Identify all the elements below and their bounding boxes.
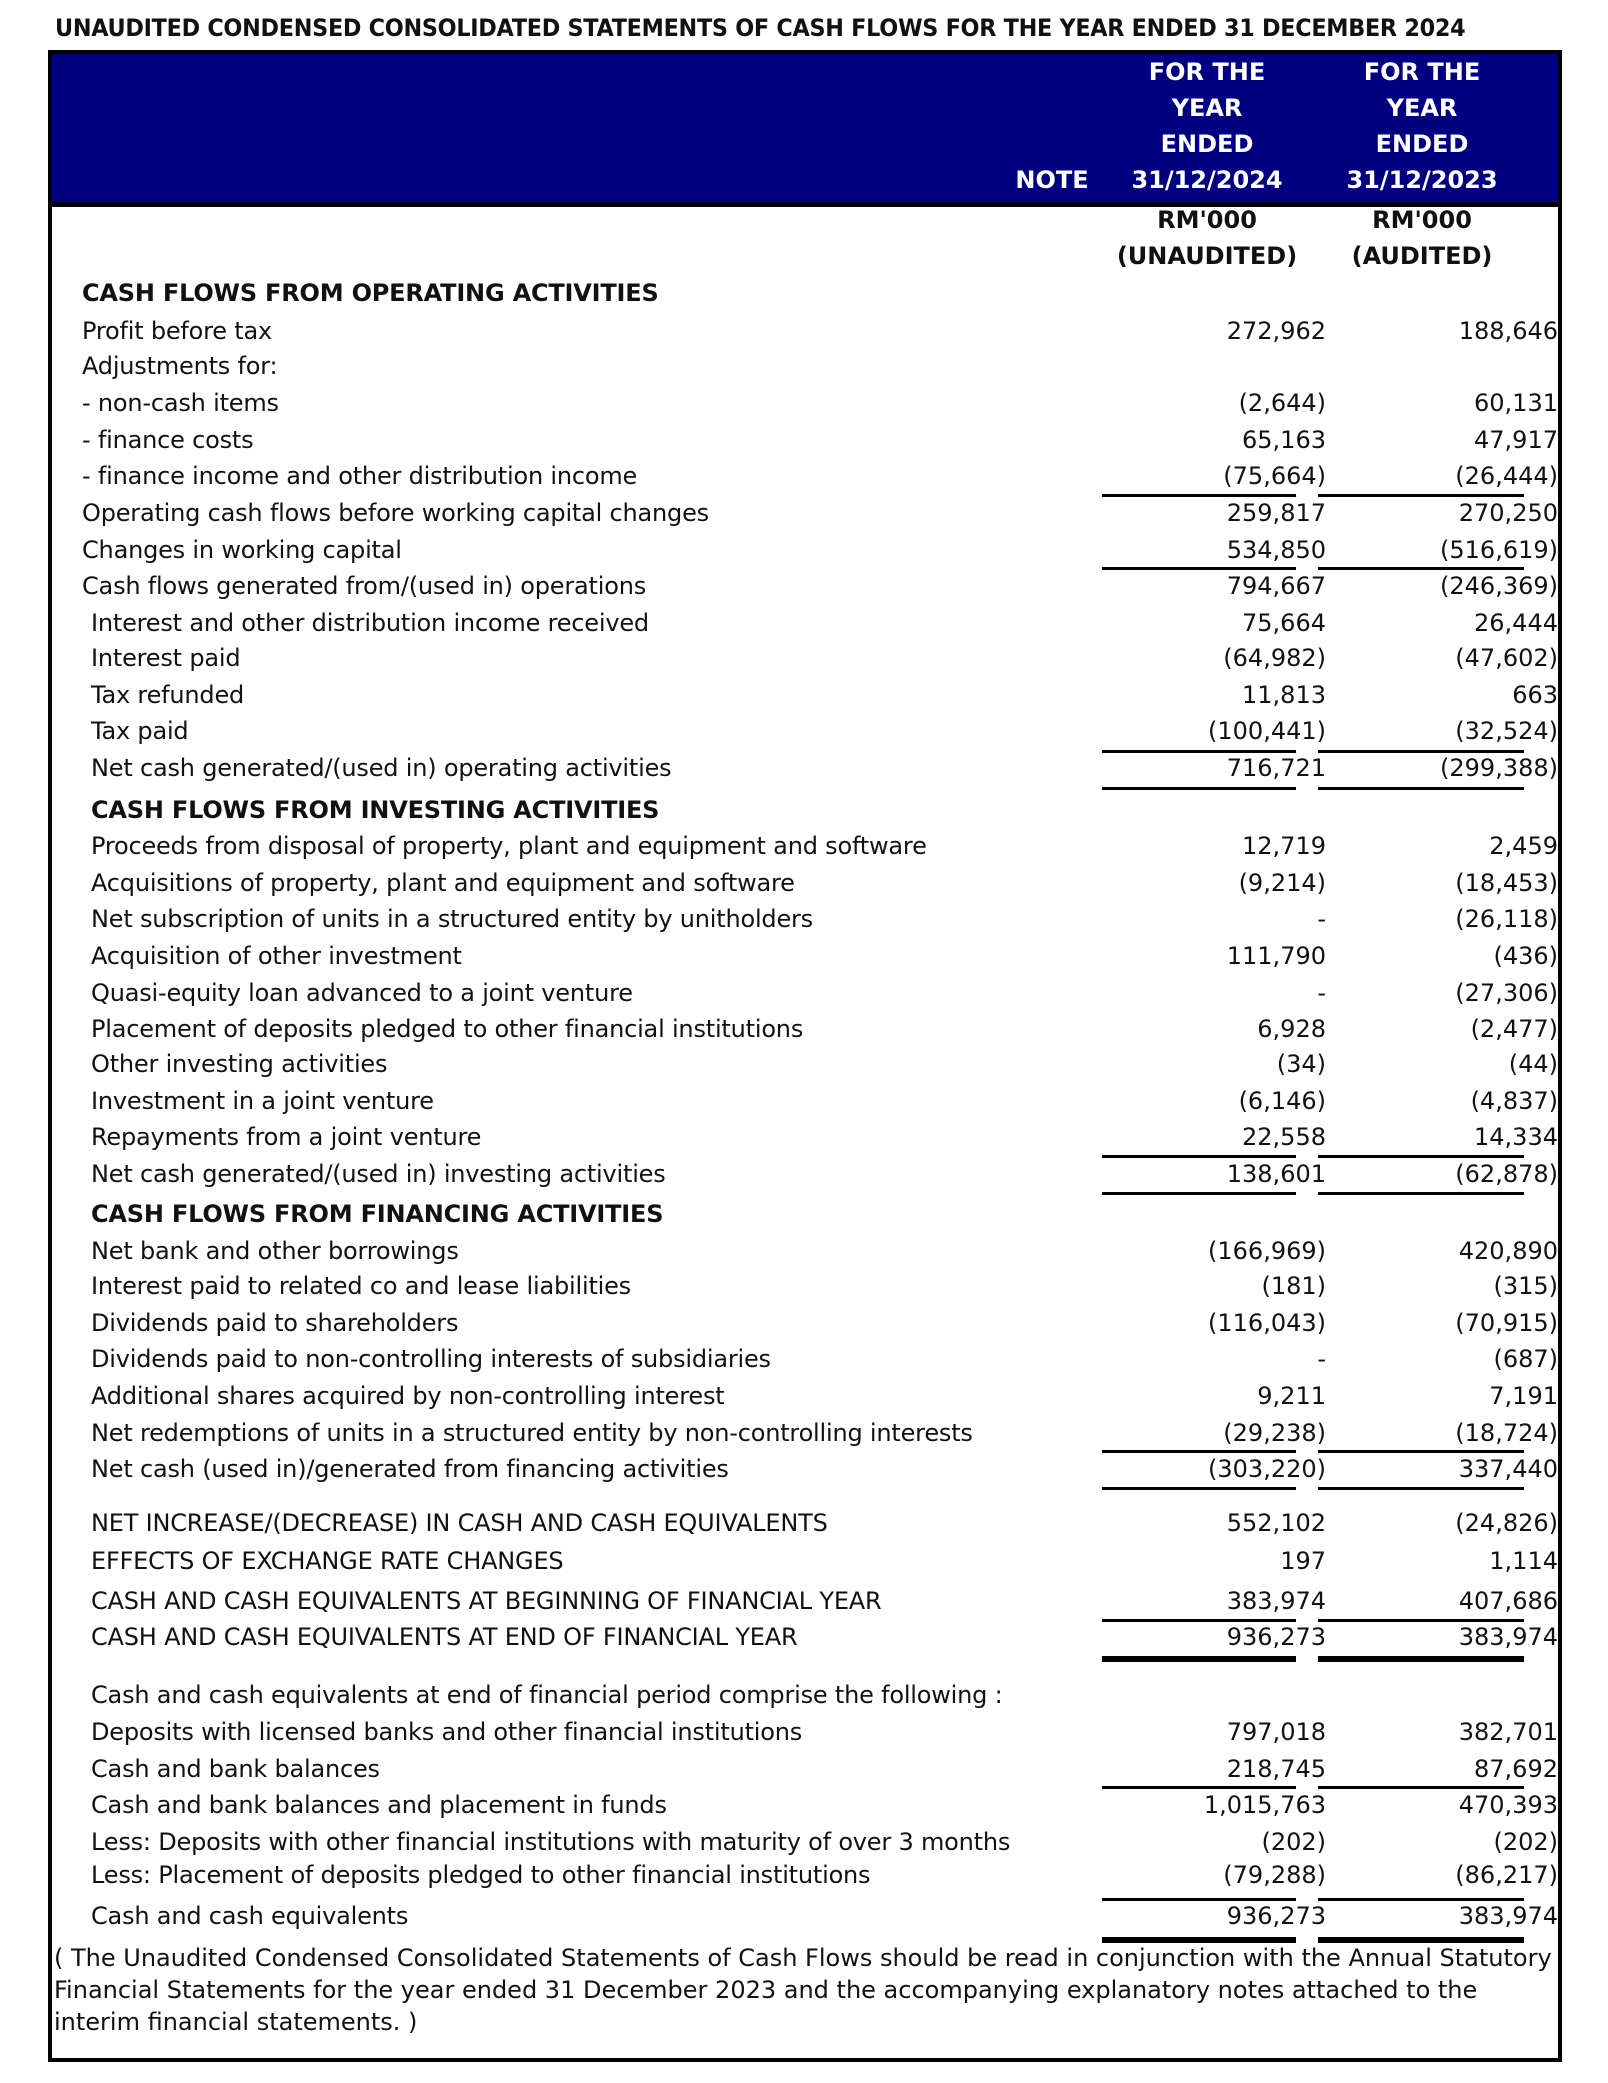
- table-row: [52, 1898, 1558, 1934]
- value-2023: (47,602): [1455, 644, 1558, 673]
- units-2023: [1317, 202, 1527, 274]
- row-label: Interest paid: [91, 644, 241, 673]
- value-2023: 60,131: [1474, 389, 1558, 418]
- row-label: Acquisitions of property, plant and equipment and software: [91, 869, 795, 898]
- value-2023: (4,837): [1470, 1087, 1558, 1116]
- value-2024: (166,969): [1208, 1236, 1326, 1265]
- row-label: Cash and cash equivalents: [91, 1901, 409, 1930]
- value-2023: 188,646: [1458, 316, 1558, 345]
- column-header-2023: [1317, 54, 1527, 198]
- total-underline: [1102, 1619, 1296, 1622]
- row-label: Interest paid to related co and lease liabilities: [91, 1272, 631, 1301]
- total-underline: [1102, 1487, 1296, 1490]
- table-row: [52, 640, 1558, 676]
- value-2024: (6,146): [1238, 1087, 1326, 1116]
- total-underline: [1318, 1192, 1524, 1195]
- total-underline: [1102, 1155, 1296, 1158]
- table-row: [52, 713, 1558, 749]
- value-2023: (62,878): [1455, 1159, 1558, 1188]
- statement-title: UNAUDITED CONDENSED CONSOLIDATED STATEMENTS OF CASH FLOWS FOR THE YEAR ENDED 31 DECEMBER 2024: [55, 14, 1466, 42]
- value-2023: (32,524): [1455, 717, 1558, 746]
- table-row: [52, 1011, 1558, 1047]
- value-2023: (27,306): [1455, 978, 1558, 1007]
- value-2023: 87,692: [1474, 1754, 1558, 1783]
- row-label: Dividends paid to non-controlling interests of subsidiaries: [91, 1345, 771, 1374]
- total-underline: [1102, 1656, 1296, 1662]
- value-2024: 6,928: [1257, 1014, 1326, 1043]
- row-label: Placement of deposits pledged to other financial institutions: [91, 1014, 804, 1043]
- row-label: Cash and bank balances and placement in funds: [91, 1790, 667, 1819]
- row-label: CASH FLOWS FROM FINANCING ACTIVITIES: [91, 1199, 664, 1228]
- value-2024: (9,214): [1238, 869, 1326, 898]
- value-2024: 111,790: [1226, 941, 1326, 970]
- value-2023: 383,974: [1458, 1901, 1558, 1930]
- value-2024: -: [1317, 1345, 1326, 1374]
- unit-label: RM'000: [1157, 206, 1257, 234]
- audit-status: (AUDITED): [1351, 242, 1493, 270]
- row-label: NET INCREASE/(DECREASE) IN CASH AND CASH EQUIVALENTS: [91, 1508, 828, 1537]
- total-underline: [1102, 1786, 1296, 1789]
- value-2024: (303,220): [1208, 1454, 1326, 1483]
- value-2023: (18,724): [1455, 1419, 1558, 1448]
- value-2023: 7,191: [1489, 1382, 1558, 1411]
- row-label: Deposits with licensed banks and other financial institutions: [91, 1717, 803, 1746]
- row-label: Additional shares acquired by non-controlling interest: [91, 1382, 725, 1411]
- table-row: [52, 1505, 1558, 1541]
- audit-status: (UNAUDITED): [1116, 242, 1298, 270]
- value-2024: 1,015,763: [1203, 1790, 1326, 1819]
- value-2024: (100,441): [1208, 717, 1326, 746]
- total-underline: [1102, 787, 1296, 790]
- table-row: [52, 938, 1558, 974]
- value-2023: 382,701: [1458, 1717, 1558, 1746]
- row-label: Tax refunded: [91, 681, 245, 710]
- table-row: [52, 975, 1558, 1011]
- value-2024: 936,273: [1226, 1901, 1326, 1930]
- value-2023: (246,369): [1440, 571, 1558, 600]
- footnote: ( The Unaudited Condensed Consolidated Statements of Cash Flows should be read in conjunction with the Annual Statutory Financial Statements for the year ended 31 December 2023 and the accompanying explanatory notes attached to the interim financial statements. ): [54, 1944, 1552, 2036]
- total-underline: [1318, 1656, 1524, 1662]
- value-2024: 716,721: [1226, 754, 1326, 783]
- value-2024: 797,018: [1226, 1717, 1326, 1746]
- table-row: [52, 1268, 1558, 1304]
- table-row: [52, 1378, 1558, 1414]
- value-2024: 22,558: [1242, 1122, 1326, 1151]
- row-label: Dividends paid to shareholders: [91, 1309, 459, 1338]
- table-row: [52, 1196, 1558, 1232]
- row-label: Acquisition of other investment: [91, 941, 462, 970]
- total-underline: [1318, 1898, 1524, 1901]
- table-row: [52, 385, 1558, 421]
- table-row: [52, 1046, 1558, 1082]
- value-2023: (315): [1493, 1272, 1558, 1301]
- table-row: [52, 495, 1558, 531]
- table-row: [52, 1341, 1558, 1377]
- total-underline: [1318, 1786, 1524, 1789]
- table-row: [52, 828, 1558, 864]
- value-2024: -: [1317, 978, 1326, 1007]
- value-2024: 197: [1280, 1547, 1326, 1576]
- table-row: [52, 901, 1558, 937]
- row-label: Net bank and other borrowings: [91, 1236, 459, 1265]
- table-row: [52, 865, 1558, 901]
- total-underline: [1102, 1898, 1296, 1901]
- value-2024: (181): [1261, 1272, 1326, 1301]
- value-2024: -: [1317, 904, 1326, 933]
- value-2023: (299,388): [1440, 754, 1558, 783]
- value-2024: 9,211: [1257, 1382, 1326, 1411]
- table-row: [52, 792, 1558, 828]
- value-2024: 552,102: [1226, 1508, 1326, 1537]
- total-underline: [1318, 787, 1524, 790]
- value-2023: (2,477): [1470, 1014, 1558, 1043]
- table-row: [52, 1305, 1558, 1341]
- row-label: Less: Deposits with other financial institutions with maturity of over 3 months: [91, 1827, 1011, 1856]
- value-2023: (202): [1493, 1827, 1558, 1856]
- total-underline: [1102, 567, 1296, 570]
- value-2024: 12,719: [1242, 832, 1326, 861]
- value-2023: 1,114: [1489, 1547, 1558, 1576]
- row-label: Proceeds from disposal of property, plant and equipment and software: [91, 832, 927, 861]
- table-row: [52, 1233, 1558, 1269]
- value-2024: 534,850: [1226, 535, 1326, 564]
- value-2024: 218,745: [1226, 1754, 1326, 1783]
- value-2023: 2,459: [1489, 832, 1558, 861]
- table-row: [52, 1156, 1558, 1192]
- row-label: - finance income and other distribution income: [82, 461, 638, 490]
- value-2023: (70,915): [1455, 1309, 1558, 1338]
- row-label: Other investing activities: [91, 1050, 388, 1079]
- value-2024: (2,644): [1238, 389, 1326, 418]
- row-label: Tax paid: [91, 717, 189, 746]
- table-row: [52, 1677, 1558, 1713]
- table-row: [52, 1714, 1558, 1750]
- row-label: Adjustments for:: [82, 352, 278, 381]
- total-underline: [1318, 1155, 1524, 1158]
- row-label: Cash and cash equivalents at end of financial period comprise the following :: [91, 1680, 1003, 1709]
- value-2024: 65,163: [1242, 426, 1326, 455]
- table-row: [52, 275, 1558, 311]
- value-2023: 14,334: [1474, 1122, 1558, 1151]
- table-row: [52, 1751, 1558, 1787]
- header-line: YEAR: [1171, 94, 1243, 122]
- header-line: YEAR: [1386, 94, 1458, 122]
- row-label: Net subscription of units in a structured entity by unitholders: [91, 904, 813, 933]
- value-2024: (75,664): [1223, 461, 1326, 490]
- value-2024: (34): [1276, 1050, 1326, 1079]
- row-label: Net cash (used in)/generated from financing activities: [91, 1454, 729, 1483]
- row-label: Net redemptions of units in a structured entity by non-controlling interests: [91, 1419, 973, 1448]
- value-2023: 47,917: [1474, 426, 1558, 455]
- table-row: [52, 1857, 1558, 1893]
- value-2024: (202): [1261, 1827, 1326, 1856]
- value-2024: (64,982): [1223, 644, 1326, 673]
- table-row: [52, 532, 1558, 568]
- header-line: FOR THE: [1363, 58, 1481, 86]
- total-underline: [1318, 750, 1524, 753]
- row-label: Less: Placement of deposits pledged to other financial institutions: [91, 1860, 871, 1889]
- value-2024: 936,273: [1226, 1622, 1326, 1651]
- row-label: Quasi-equity loan advanced to a joint venture: [91, 978, 633, 1007]
- value-2023: (26,444): [1455, 461, 1558, 490]
- total-underline: [1102, 494, 1296, 497]
- value-2024: (29,238): [1223, 1419, 1326, 1448]
- table-row: [52, 605, 1558, 641]
- value-2023: 337,440: [1458, 1454, 1558, 1483]
- value-2023: 26,444: [1474, 608, 1558, 637]
- note-column-header: NOTE: [1015, 166, 1089, 194]
- value-2023: 420,890: [1458, 1236, 1558, 1265]
- header-date: 31/12/2023: [1346, 166, 1498, 194]
- value-2023: (687): [1493, 1345, 1558, 1374]
- row-label: CASH AND CASH EQUIVALENTS AT END OF FINANCIAL YEAR: [91, 1622, 798, 1651]
- value-2023: 270,250: [1458, 498, 1558, 527]
- value-2023: (26,118): [1455, 904, 1558, 933]
- value-2024: 75,664: [1242, 608, 1326, 637]
- value-2024: 383,974: [1226, 1586, 1326, 1615]
- total-underline: [1318, 494, 1524, 497]
- value-2023: (86,217): [1455, 1860, 1558, 1889]
- total-underline: [1102, 1450, 1296, 1453]
- total-underline: [1318, 1619, 1524, 1622]
- header-line: ENDED: [1160, 130, 1254, 158]
- unit-label: RM'000: [1372, 206, 1472, 234]
- row-label: - non-cash items: [82, 389, 279, 418]
- value-2024: (116,043): [1208, 1309, 1326, 1338]
- table-row: [52, 1451, 1558, 1487]
- total-underline: [1318, 1487, 1524, 1490]
- total-underline: [1102, 750, 1296, 753]
- total-underline: [1318, 567, 1524, 570]
- table-row: [52, 1583, 1558, 1619]
- value-2024: 272,962: [1226, 316, 1326, 345]
- table-header: [52, 54, 1558, 207]
- row-label: CASH FLOWS FROM INVESTING ACTIVITIES: [91, 796, 660, 825]
- statement-table: [48, 50, 1562, 2062]
- value-2023: (18,453): [1455, 869, 1558, 898]
- total-underline: [1318, 1450, 1524, 1453]
- table-row: [52, 1083, 1558, 1119]
- value-2024: 11,813: [1242, 681, 1326, 710]
- table-row: [52, 313, 1558, 349]
- row-label: - finance costs: [82, 426, 254, 455]
- row-label: Investment in a joint venture: [91, 1087, 434, 1116]
- table-row: [52, 458, 1558, 494]
- table-row: [52, 1787, 1558, 1823]
- row-label: Changes in working capital: [82, 535, 402, 564]
- row-label: Interest and other distribution income received: [91, 608, 649, 637]
- table-row: [52, 348, 1558, 384]
- value-2024: 794,667: [1226, 571, 1326, 600]
- units-2024: [1102, 202, 1312, 274]
- row-label: Net cash generated/(used in) investing activities: [91, 1159, 666, 1188]
- table-row: [52, 422, 1558, 458]
- column-header-2024: [1102, 54, 1312, 198]
- row-label: Operating cash flows before working capital changes: [82, 498, 709, 527]
- row-label: CASH AND CASH EQUIVALENTS AT BEGINNING OF FINANCIAL YEAR: [91, 1586, 882, 1615]
- table-row: [52, 1619, 1558, 1655]
- row-label: EFFECTS OF EXCHANGE RATE CHANGES: [91, 1547, 564, 1576]
- value-2024: (79,288): [1223, 1860, 1326, 1889]
- value-2024: 138,601: [1226, 1159, 1326, 1188]
- row-label: Net cash generated/(used in) operating activities: [91, 754, 672, 783]
- header-date: 31/12/2024: [1131, 166, 1283, 194]
- total-underline: [1102, 1192, 1296, 1195]
- value-2023: (436): [1493, 941, 1558, 970]
- table-row: [52, 1824, 1558, 1860]
- table-row: [52, 750, 1558, 786]
- row-label: Cash flows generated from/(used in) operations: [82, 571, 647, 600]
- value-2023: (24,826): [1455, 1508, 1558, 1537]
- value-2023: 470,393: [1458, 1790, 1558, 1819]
- row-label: Cash and bank balances: [91, 1754, 380, 1783]
- value-2023: 383,974: [1458, 1622, 1558, 1651]
- header-line: ENDED: [1375, 130, 1469, 158]
- value-2023: (44): [1508, 1050, 1558, 1079]
- value-2023: (516,619): [1440, 535, 1558, 564]
- table-row: [52, 568, 1558, 604]
- row-label: Repayments from a joint venture: [91, 1122, 482, 1151]
- table-row: [52, 677, 1558, 713]
- row-label: CASH FLOWS FROM OPERATING ACTIVITIES: [82, 279, 659, 308]
- table-row: [52, 1415, 1558, 1451]
- row-label: Profit before tax: [82, 316, 273, 345]
- value-2023: 407,686: [1458, 1586, 1558, 1615]
- table-row: [52, 1119, 1558, 1155]
- table-row: [52, 1543, 1558, 1579]
- value-2023: 663: [1512, 681, 1558, 710]
- value-2024: 259,817: [1226, 498, 1326, 527]
- header-line: FOR THE: [1148, 58, 1266, 86]
